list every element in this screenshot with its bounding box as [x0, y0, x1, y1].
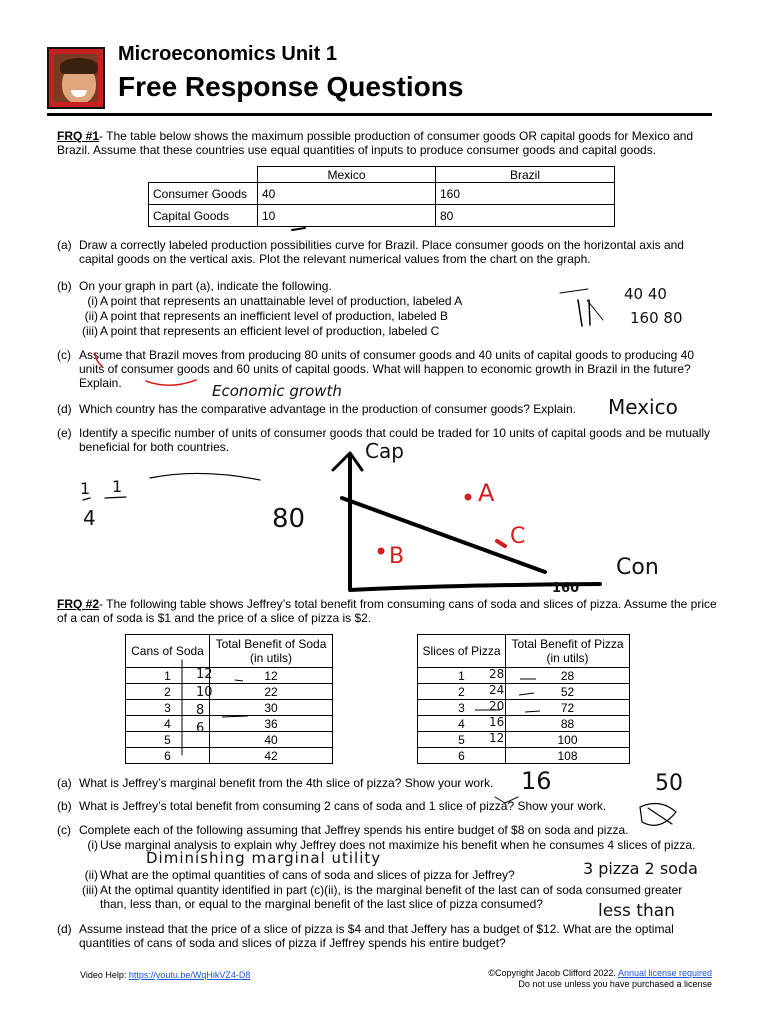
cell: 100	[506, 732, 630, 748]
hw-answer-a: 16	[521, 767, 552, 795]
question-marker: (c)	[57, 823, 71, 837]
sub-marker: (i)	[87, 294, 98, 308]
question-text: What is Jeffrey’s marginal benefit from the 4th slice of pizza? Show your work.	[79, 776, 494, 790]
soda-scribble-marks	[222, 680, 248, 717]
copyright-text: ©Copyright Jacob Clifford 2022.	[488, 968, 616, 978]
point-a-dot	[465, 494, 471, 500]
margin-scribble-icon	[560, 289, 603, 320]
cell: 88	[506, 716, 630, 732]
cell: 1	[418, 668, 506, 684]
hw-value-80: 80	[272, 504, 306, 534]
cell: 72	[506, 700, 630, 716]
sub-marker: (ii)	[84, 309, 98, 323]
frq1-label: FRQ #1	[57, 129, 100, 143]
cell: 1	[126, 668, 210, 684]
frq2-intro-text: - The following table shows Jeffrey’s total benefit from consuming cans of soda and slices of pizza. Assume the price of a can of soda is $1 and the price of a slice of pizza is $2.	[57, 597, 717, 625]
cell: 10	[258, 205, 436, 227]
footer-video-link[interactable]: https://youtu.be/WqHikVZ4-D8	[128, 970, 251, 980]
cell: 80	[436, 205, 615, 227]
cell: 42	[210, 748, 333, 764]
hw-frac-left: 1	[80, 479, 91, 498]
cell: 40	[258, 183, 436, 205]
hw-soda-mb: 10	[196, 685, 213, 700]
sub-marker: (i)	[87, 838, 98, 852]
cell: 30	[210, 700, 333, 716]
hw-pizza-mb: 24	[489, 683, 505, 697]
hw-pizza-mb: 12	[489, 731, 505, 745]
col-header-brazil: Brazil	[436, 167, 615, 183]
row-label: Capital Goods	[149, 205, 258, 227]
question-text: What is Jeffrey’s total benefit from consuming 2 cans of soda and 1 slice of pizza? Show your work.	[79, 799, 607, 813]
question-marker: (a)	[57, 776, 72, 790]
hw-point-c: C	[510, 524, 526, 549]
pizza-header-benefit: Total Benefit of Pizza (in utils)	[506, 635, 630, 668]
question-marker: (a)	[57, 238, 72, 252]
frac-bar-right	[105, 497, 126, 498]
cell: 40	[210, 732, 333, 748]
cell: 28	[506, 668, 630, 684]
point-b-dot	[378, 548, 384, 554]
soda-header-cans: Cans of Soda	[126, 635, 210, 668]
question-marker: (d)	[57, 402, 72, 416]
cell: 6	[126, 748, 210, 764]
sub-text: At the optimal quantity identified in part (c)(ii), is the marginal benefit of the last can of soda consumed greater than, less than, or equal to the marginal benefit of the last slice of pizza consumed?	[100, 883, 683, 911]
question-marker: (b)	[57, 799, 72, 813]
hw-soda-mb: 12	[196, 667, 213, 682]
sub-marker: (iii)	[82, 324, 98, 338]
hw-frac-right: 1	[112, 477, 123, 496]
question-marker: (c)	[57, 348, 71, 362]
hw-pizza-mb: 16	[489, 715, 505, 729]
cell: 108	[506, 748, 630, 764]
hw-pizza-soda: 3 pizza 2 soda	[583, 859, 698, 878]
question-text: Assume that Brazil moves from producing 80 units of consumer goods and 40 units of capital goods to producing 40 units of consumer goods and 60 units of capital goods. What will happen to economic growth in Brazil in the future? Explain.	[79, 348, 695, 390]
sub-text: A point that represents an efficient level of production, labeled C	[100, 324, 440, 338]
hw-frac-bottom: 4	[83, 506, 96, 530]
question-text: Identify a specific number of units of consumer goods that could be traded for 10 units of capital goods and be mutually beneficial for both countries.	[79, 426, 711, 454]
question-marker: (b)	[57, 279, 72, 293]
question-marker: (d)	[57, 922, 72, 936]
point-c-mark	[497, 541, 505, 546]
red-check-icon	[95, 353, 102, 366]
cell: 2	[418, 684, 506, 700]
hw-point-a: A	[478, 479, 495, 507]
footer-video-label: Video Help:	[80, 970, 127, 980]
unit-title: Microeconomics Unit 1	[118, 43, 337, 65]
scribble-dash	[292, 228, 305, 230]
cell: 2	[126, 684, 210, 700]
margin-hatch-icon	[578, 300, 590, 326]
page-title: Free Response Questions	[118, 71, 464, 102]
frac-bar-left	[83, 498, 90, 500]
cell: 3	[418, 700, 506, 716]
cell: 36	[210, 716, 333, 732]
cell: 160	[436, 183, 615, 205]
question-text: Which country has the comparative advantage in the production of consumer goods? Explain.	[79, 402, 576, 416]
cell: 5	[126, 732, 210, 748]
y-axis-arrow	[333, 453, 362, 470]
sub-marker: (iii)	[82, 883, 98, 897]
hw-value-160: 160	[552, 581, 580, 596]
footer-copyright	[430, 968, 712, 990]
question-text: Draw a correctly labeled production possibilities curve for Brazil. Place consumer goods on the horizontal axis and capital goods on the vertical axis. Plot the relevant numerical values from the chart on the graph.	[79, 238, 684, 266]
question-marker: (e)	[57, 426, 72, 440]
hw-cap-label: Cap	[365, 439, 404, 463]
pizza-scribble-marks	[519, 679, 540, 712]
col-header-mexico: Mexico	[258, 167, 436, 183]
question-text: Assume instead that the price of a slice of pizza is $4 and that Jeffery has a budget of $12. What are the optimal quantities of cans of soda and slices of pizza if Jeffrey spends his entire budget?	[79, 922, 674, 950]
sub-text: A point that represents an unattainable level of production, labeled A	[100, 294, 463, 308]
frq1-intro-text: - The table below shows the maximum possible production of consumer goods OR capital goods for Mexico and Brazil. Assume that these countries use equal quantities of inputs to produce consumer goods and capital goods.	[57, 129, 694, 157]
sub-text: What are the optimal quantities of cans of soda and slices of pizza for Jeffrey?	[100, 868, 515, 882]
cell: 4	[126, 716, 210, 732]
question-text: Complete each of the following assuming that Jeffrey spends his entire budget of $8 on soda and pizza.	[79, 823, 629, 837]
hw-con-label: Con	[616, 555, 659, 580]
hw-less-than: less than	[598, 901, 675, 921]
footer-video-help	[80, 968, 250, 982]
sub-text: Use marginal analysis to explain why Jeffrey does not maximize his benefit when he consumes 4 slices of pizza.	[100, 838, 696, 852]
license-link[interactable]: Annual license required	[617, 968, 712, 978]
hw-pizza-mb: 28	[489, 667, 505, 681]
hw-soda-mb: 6	[196, 721, 205, 736]
hw-pizza-mb: 20	[489, 699, 505, 713]
hw-answer-b: 50	[655, 771, 683, 796]
soda-header-benefit: Total Benefit of Soda (in utils)	[210, 635, 333, 668]
scribble-circle-icon	[640, 803, 676, 825]
hw-diminishing-utility: Diminishing marginal utility	[146, 849, 382, 867]
hw-ratio-bottom: 160 80	[630, 309, 683, 327]
pizza-header-slices: Slices of Pizza	[418, 635, 506, 668]
cell: 12	[210, 668, 333, 684]
cell: 3	[126, 700, 210, 716]
question-text: On your graph in part (a), indicate the following.	[79, 279, 332, 293]
hw-pizza-marginal-benefits	[489, 666, 504, 746]
cell: 5	[418, 732, 506, 748]
ppc-axes	[350, 455, 600, 590]
red-underline	[146, 380, 196, 385]
hw-econ-growth: Economic growth	[212, 382, 342, 400]
license-note: Do not use unless you have purchased a license	[518, 979, 712, 989]
tick-mark-icon	[495, 797, 518, 803]
row-label: Consumer Goods	[149, 183, 258, 205]
scribble-line	[150, 473, 260, 480]
hw-point-b: B	[389, 544, 405, 569]
hw-ratio-top: 40 40	[624, 285, 667, 303]
hw-soda-marginal-benefits	[196, 666, 213, 738]
cell: 22	[210, 684, 333, 700]
sub-marker: (ii)	[84, 868, 98, 882]
cell: 6	[418, 748, 506, 764]
hw-mexico: Mexico	[608, 395, 678, 419]
hw-soda-mb: 8	[196, 703, 205, 718]
cell: 4	[418, 716, 506, 732]
frq2-label: FRQ #2	[57, 597, 100, 611]
sub-text: A point that represents an inefficient level of production, labeled B	[100, 309, 449, 323]
cell: 52	[506, 684, 630, 700]
